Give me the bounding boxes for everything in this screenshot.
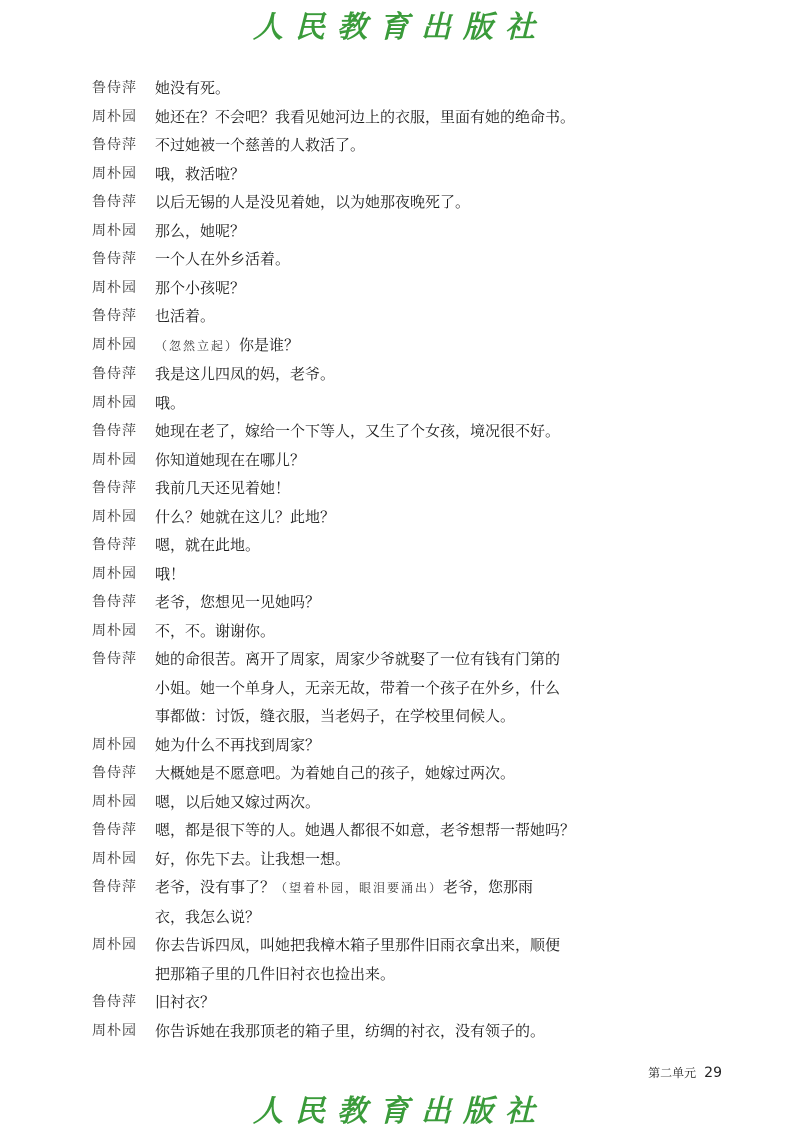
speech-segment: 事都做：讨饭，缝衣服，当老妈子，在学校里伺候人。: [155, 707, 516, 725]
speaker-name: 周朴园: [92, 850, 137, 867]
dialogue-line: [92, 274, 602, 303]
page-number: 29: [704, 1065, 722, 1081]
speech-line: [155, 302, 602, 331]
speech-segment: 我是这儿四凤的妈，老爷。: [155, 365, 336, 383]
speech-text: [155, 731, 602, 760]
dialogue-line: [92, 188, 602, 217]
stage-direction: （忽然立起）: [155, 338, 240, 353]
speaker-name: 周朴园: [92, 451, 137, 468]
dialogue-line: [92, 474, 602, 503]
dialogue-line: [92, 988, 602, 1017]
dialogue-line: [92, 245, 602, 274]
speech-text: [155, 417, 602, 446]
speech-text: [155, 160, 602, 189]
speech-segment: 我前几天还见着她！: [155, 479, 291, 497]
speech-line: [155, 245, 602, 274]
speech-text: [155, 331, 602, 361]
speech-line: [155, 389, 602, 418]
speech-text: [155, 503, 602, 532]
speech-line: [155, 816, 602, 845]
speech-text: [155, 988, 602, 1017]
speech-line: [155, 217, 602, 246]
speech-segment: 也活着。: [155, 307, 216, 325]
dialogue-line: [92, 816, 602, 845]
speaker-name: 鲁侍萍: [92, 251, 137, 267]
speech-segment: 哦。: [155, 393, 186, 412]
speech-segment: 老爷，您那雨: [443, 878, 534, 896]
speech-line: [155, 446, 602, 475]
dialogue-line: [92, 759, 602, 788]
speaker-name: 周朴园: [92, 508, 137, 525]
dialogue-line: [92, 217, 602, 246]
speech-text: [155, 360, 602, 389]
speech-text: [155, 617, 602, 646]
speaker-name: 鲁侍萍: [92, 366, 137, 382]
dialogue-line: [92, 417, 602, 446]
speaker-name: 鲁侍萍: [92, 537, 137, 553]
speech-segment: 好，你先下去。让我想一想。: [155, 849, 351, 868]
speech-segment: 你是谁？: [239, 335, 300, 354]
unit-label: 第二单元: [648, 1066, 697, 1080]
speech-segment: 小姐。她一个单身人，无亲无故，带着一个孩子在外乡，什么: [155, 678, 561, 697]
speech-segment: 嗯，都是很下等的人。她遇人都很不如意，老爷想帮一帮她吗？: [155, 821, 576, 839]
dialogue-line: [92, 617, 602, 646]
speech-line: [155, 560, 602, 589]
dialogue-line: [92, 131, 602, 160]
speaker-name: 周朴园: [92, 793, 137, 810]
speech-segment: 什么？她就在这儿？此地？: [155, 507, 336, 526]
dialogue-line: [92, 446, 602, 475]
speech-segment: 哦，救活啦？: [155, 164, 246, 183]
speech-text: [155, 531, 602, 560]
speech-segment: 那么，她呢？: [155, 221, 246, 240]
speech-text: [155, 446, 602, 475]
speaker-name: 周朴园: [92, 108, 137, 125]
speaker-name: 周朴园: [92, 222, 137, 239]
speech-line: [155, 417, 602, 446]
speech-line: [155, 188, 602, 217]
speech-text: [155, 131, 602, 160]
dialogue-line: [92, 331, 602, 361]
speech-line: [155, 131, 602, 160]
speech-segment: 大概她是不愿意吧。为着她自己的孩子，她嫁过两次。: [155, 764, 516, 782]
speech-segment: 不，不。谢谢你。: [155, 621, 276, 640]
speech-segment: 一个人在外乡活着。: [155, 250, 291, 268]
speech-segment: 老爷，您想见一见她吗？: [155, 593, 321, 611]
dialogue-line: [92, 389, 602, 418]
speech-text: [155, 588, 602, 617]
speech-line: [155, 588, 602, 617]
speech-text: [155, 645, 602, 731]
speech-line: [155, 645, 602, 674]
speech-line: [155, 759, 602, 788]
speaker-name: 鲁侍萍: [92, 194, 137, 210]
speech-text: [155, 845, 602, 874]
speaker-name: 鲁侍萍: [92, 480, 137, 496]
speech-line: [155, 845, 602, 874]
speech-line: [155, 531, 602, 560]
speaker-name: 周朴园: [92, 937, 137, 953]
speech-line: [155, 360, 602, 389]
speech-text: [155, 788, 602, 817]
speech-line: [155, 160, 602, 189]
speech-text: [155, 302, 602, 331]
speech-segment: 不过她被一个慈善的人救活了。: [155, 136, 366, 154]
speech-segment: 你知道她现在在哪儿？: [155, 450, 306, 469]
speech-text: [155, 274, 602, 303]
speech-segment: 衣，我怎么说？: [155, 907, 261, 926]
speech-line: [155, 960, 602, 989]
speech-line: [155, 788, 602, 817]
speech-line: [155, 274, 602, 303]
speaker-name: 鲁侍萍: [92, 822, 137, 838]
speech-segment: 她现在老了，嫁给一个下等人，又生了个女孩，境况很不好。: [155, 422, 561, 440]
dialogue-line: [92, 645, 602, 731]
dialogue-line: [92, 160, 602, 189]
speech-text: [155, 816, 602, 845]
publisher-logo-top: 人民教育出版社: [253, 10, 547, 45]
speech-line: [155, 903, 602, 932]
speaker-name: 鲁侍萍: [92, 765, 137, 781]
dialogue-line: [92, 74, 602, 103]
speech-segment: 你告诉她在我那顶老的箱子里，纺绸的衬衣，没有领子的。: [155, 1021, 546, 1040]
speech-text: [155, 245, 602, 274]
speech-text: [155, 389, 602, 418]
speaker-name: 鲁侍萍: [92, 308, 137, 324]
speech-segment: 她为什么不再找到周家？: [155, 735, 321, 754]
speech-segment: 嗯，就在此地。: [155, 536, 261, 554]
speaker-name: 周朴园: [92, 736, 137, 753]
speech-line: [155, 103, 602, 132]
speech-segment: 那个小孩呢？: [155, 278, 246, 297]
speech-text: [155, 474, 602, 503]
dialogue-line: [92, 845, 602, 874]
speech-line: [155, 702, 602, 731]
speaker-name: 鲁侍萍: [92, 994, 137, 1010]
speaker-name: 周朴园: [92, 394, 137, 411]
speaker-name: 周朴园: [92, 565, 137, 582]
speech-line: [155, 331, 602, 361]
speaker-name: 鲁侍萍: [92, 879, 137, 895]
speech-line: [155, 988, 602, 1017]
speaker-name: 周朴园: [92, 622, 137, 639]
page-footer: [600, 1062, 722, 1081]
speech-segment: 她还在？不会吧？我看见她河边上的衣服，里面有她的绝命书。: [155, 107, 576, 126]
speech-line: [155, 474, 602, 503]
dialogue-line: [92, 731, 602, 760]
speech-segment: 你去告诉四凤，叫她把我樟木箱子里那件旧雨衣拿出来，顺便: [155, 936, 561, 954]
speaker-name: 鲁侍萍: [92, 423, 137, 439]
speech-text: [155, 931, 602, 988]
dialogue-line: [92, 503, 602, 532]
speech-text: [155, 560, 602, 589]
speech-text: [155, 873, 602, 931]
stage-direction: （望着朴园，眼泪要涌出）: [275, 881, 444, 895]
speech-text: [155, 1017, 602, 1046]
dialogue-line: [92, 531, 602, 560]
publisher-logo-bottom: 人民教育出版社: [253, 1094, 547, 1129]
speech-segment: 她没有死。: [155, 79, 231, 97]
speech-line: [155, 617, 602, 646]
speech-text: [155, 188, 602, 217]
dialogue-line: [92, 560, 602, 589]
dialogue-line: [92, 302, 602, 331]
dialogue-line: [92, 788, 602, 817]
speech-segment: 嗯，以后她又嫁过两次。: [155, 792, 321, 811]
dialogue-line: [92, 103, 602, 132]
speech-line: [155, 503, 602, 532]
speech-line: [155, 74, 602, 103]
speech-line: [155, 1017, 602, 1046]
speaker-name: 鲁侍萍: [92, 651, 137, 667]
speaker-name: 周朴园: [92, 336, 137, 353]
speech-text: [155, 759, 602, 788]
speaker-name: 鲁侍萍: [92, 137, 137, 153]
speech-text: [155, 217, 602, 246]
speech-segment: 她的命很苦。离开了周家，周家少爷就娶了一位有钱有门第的: [155, 650, 561, 668]
dialogue-line: [92, 1017, 602, 1046]
speaker-name: 鲁侍萍: [92, 80, 137, 96]
speaker-name: 鲁侍萍: [92, 594, 137, 610]
dialogue-line: [92, 588, 602, 617]
dialogue-line: [92, 360, 602, 389]
speech-segment: 哦！: [155, 564, 186, 583]
speech-line: [155, 674, 602, 703]
speech-text: [155, 74, 602, 103]
speech-line: [155, 873, 602, 903]
speech-line: [155, 931, 602, 960]
script-dialogue: [92, 74, 602, 1045]
speech-segment: 以后无锡的人是没见着她，以为她那夜晚死了。: [155, 193, 471, 211]
dialogue-line: [92, 931, 602, 988]
speech-segment: 把那箱子里的几件旧衬衣也捡出来。: [155, 964, 396, 983]
speech-prefix: 老爷，没有事了？: [155, 878, 276, 896]
speech-text: [155, 103, 602, 132]
dialogue-line: [92, 873, 602, 931]
speech-line: [155, 731, 602, 760]
speaker-name: 周朴园: [92, 1022, 137, 1039]
speaker-name: 周朴园: [92, 279, 137, 296]
speech-segment: 旧衬衣？: [155, 993, 216, 1011]
speaker-name: 周朴园: [92, 165, 137, 182]
